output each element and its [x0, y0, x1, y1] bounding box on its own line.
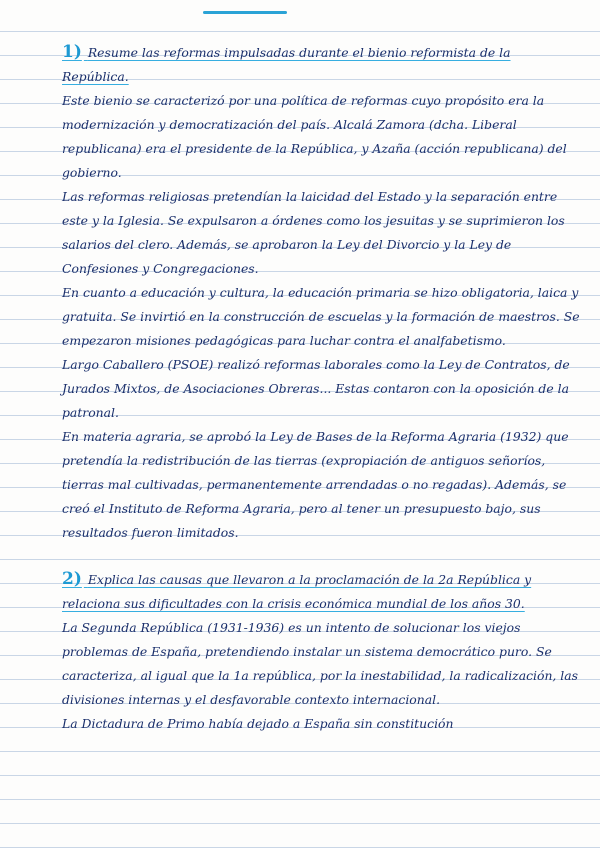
- question-2-number: 2): [62, 569, 82, 589]
- question-2-text: Explica las causas que llevaron a la proclamación de la 2a República y relaciona sus dificultades con la crisis económica mundial de los años 30.: [62, 572, 532, 611]
- answer-1-paragraph-5: En materia agraria, se aprobó la Ley de Bases de la Reforma Agraria (1932) que pretendía la redistribución de las tierras (expropiación de antiguos señoríos, tierras mal cultivadas, permanentemente arrendadas o no regadas). Además, se creó el Instituto de Reforma Agraria, pero al tener un presupuesto bajo, sus resultados fueron limitados.: [62, 429, 569, 540]
- question-1-number: 1): [62, 42, 82, 62]
- question-2-heading: [62, 567, 580, 616]
- answer-1-paragraph-1: Este bienio se caracterizó por una política de reformas cuyo propósito era la modernización y democratización del país. Alcalá Zamora (dcha. Liberal republicana) era el presidente de la República, y Azaña (acción republicana) del gobierno.: [62, 93, 567, 180]
- question-2: [62, 567, 580, 736]
- top-pen-mark: [203, 11, 287, 14]
- answer-1-paragraph-2: Las reformas religiosas pretendían la laicidad del Estado y la separación entre este y la Iglesia. Se expulsaron a órdenes como los jesuitas y se suprimieron los salarios del clero. Además, se aprobaron la Ley del Divorcio y la Ley de Confesiones y Congregaciones.: [62, 189, 565, 276]
- section-gap: [62, 545, 580, 567]
- question-1: [62, 40, 580, 545]
- answer-1-paragraph-3: En cuanto a educación y cultura, la educación primaria se hizo obligatoria, laica y gratuita. Se invirtió en la construcción de escuelas y la formación de maestros. Se empezaron misiones pedagógicas para luchar contra el analfabetismo.: [62, 285, 580, 348]
- answer-2-paragraph-1: La Segunda República (1931-1936) es un intento de solucionar los viejos problemas de España, pretendiendo instalar un sistema democrático puro. Se caracteriza, al igual que la 1a república, por la inestabilidad, la radicalización, las divisiones internas y el desfavorable contexto internacional.: [62, 620, 579, 707]
- question-1-text: Resume las reformas impulsadas durante el bienio reformista de la República.: [62, 45, 511, 84]
- answer-1-paragraph-4: Largo Caballero (PSOE) realizó reformas laborales como la Ley de Contratos, de Jurados Mixtos, de Asociaciones Obreras... Estas contaron con la oposición de la patronal.: [62, 357, 570, 420]
- question-1-heading: [62, 40, 580, 89]
- answer-2-paragraph-2: La Dictadura de Primo había dejado a España sin constitución: [62, 716, 454, 731]
- page-content: [62, 40, 580, 736]
